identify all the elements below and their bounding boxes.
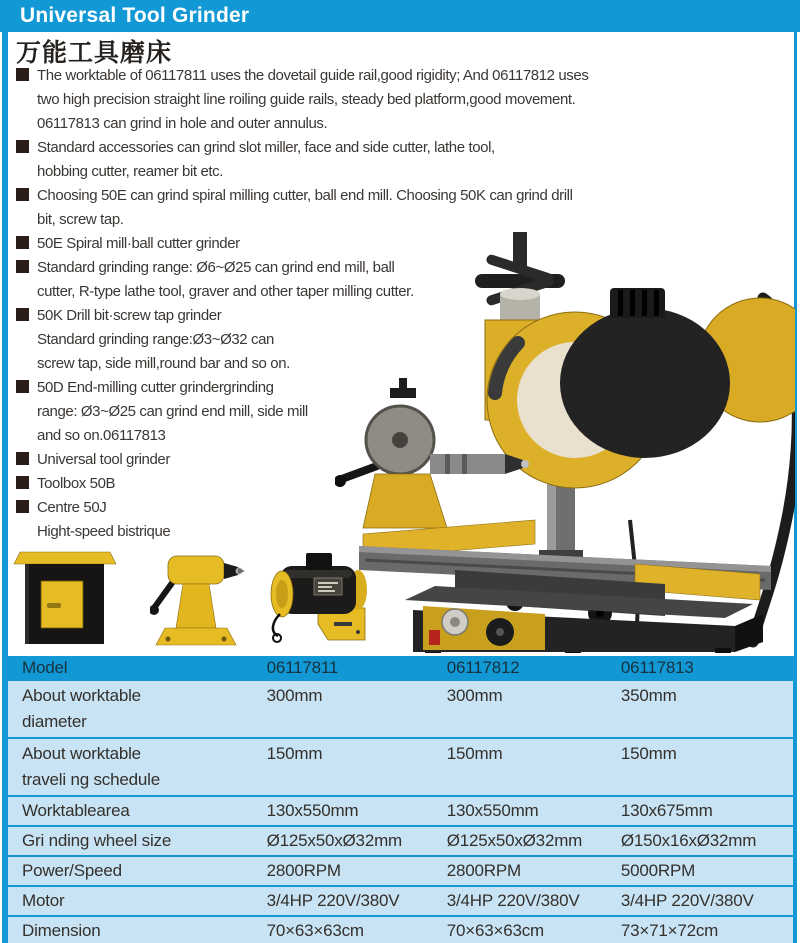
row-value: 150mm bbox=[267, 738, 447, 796]
page-title: Universal Tool Grinder bbox=[20, 4, 250, 27]
toolbox-photo bbox=[10, 548, 120, 648]
bullet-square-icon bbox=[16, 452, 29, 465]
feature-line: Choosing 50E can grind spiral milling cutter, ball end mill. Choosing 50K can grind drill bbox=[16, 185, 616, 209]
left-border-stripe bbox=[2, 32, 8, 656]
row-value: 300mm bbox=[267, 680, 447, 738]
grinding-head-illustration bbox=[268, 548, 374, 650]
table-row bbox=[5, 886, 795, 916]
col-header-model: Model bbox=[5, 656, 267, 680]
centre-illustration bbox=[150, 550, 246, 650]
feature-line: 50E Spiral mill·ball cutter grinder bbox=[16, 233, 616, 257]
feature-line: range: Ø3~Ø25 can grind end mill, side mill bbox=[37, 403, 308, 420]
bullet-square-icon bbox=[16, 68, 29, 81]
bullet-square-icon bbox=[16, 260, 29, 273]
grinding-head-photo bbox=[268, 548, 374, 650]
feature-line: screw tap, side mill,round bar and so on. bbox=[37, 355, 290, 372]
feature-line: The worktable of 06117811 uses the dovetail guide rail,good rigidity; And 06117812 uses bbox=[16, 65, 616, 89]
row-label: Dimension bbox=[5, 916, 267, 943]
bullet-square-icon bbox=[16, 380, 29, 393]
centre-photo bbox=[150, 550, 246, 650]
row-value: 130x675mm bbox=[621, 796, 795, 826]
table-row bbox=[5, 680, 795, 738]
row-value: 2800RPM bbox=[267, 856, 447, 886]
bullet-square-icon bbox=[16, 308, 29, 321]
bullet-square-icon bbox=[16, 140, 29, 153]
row-value: 150mm bbox=[447, 738, 621, 796]
tool-grinder-machine-illustration bbox=[335, 228, 795, 653]
row-value: 5000RPM bbox=[621, 856, 795, 886]
feature-line: Standard grinding range:Ø3~Ø32 can bbox=[37, 331, 274, 348]
feature-line: Centre 50J bbox=[16, 497, 616, 521]
feature-line: Standard grinding range: Ø6~Ø25 can grind end mill, ball bbox=[16, 257, 616, 281]
feature-line: Standard accessories can grind slot miller, face and side cutter, lathe tool, bbox=[16, 137, 616, 161]
row-value: Ø125x50xØ32mm bbox=[267, 826, 447, 856]
col-header-model-3: 06117813 bbox=[621, 656, 795, 680]
row-value: 73×71×72cm bbox=[621, 916, 795, 943]
row-value: 130x550mm bbox=[447, 796, 621, 826]
row-value: 150mm bbox=[621, 738, 795, 796]
col-header-model-2: 06117812 bbox=[447, 656, 621, 680]
feature-line: 50D End-milling cutter grindergrinding bbox=[16, 377, 616, 401]
row-value: 3/4HP 220V/380V bbox=[447, 886, 621, 916]
row-label: About worktable traveli ng schedule bbox=[5, 738, 267, 796]
feature-line: 06117813 can grind in hole and outer annulus. bbox=[37, 115, 328, 132]
row-label: Power/Speed bbox=[5, 856, 267, 886]
bullet-square-icon bbox=[16, 476, 29, 489]
row-label: About worktable diameter bbox=[5, 680, 267, 738]
table-row bbox=[5, 916, 795, 943]
row-label: Motor bbox=[5, 886, 267, 916]
bullet-square-icon bbox=[16, 188, 29, 201]
row-value: 300mm bbox=[447, 680, 621, 738]
spec-table-header-row bbox=[5, 656, 795, 680]
toolbox-illustration bbox=[10, 548, 120, 648]
table-row bbox=[5, 738, 795, 796]
bullet-square-icon bbox=[16, 500, 29, 513]
row-value: 130x550mm bbox=[267, 796, 447, 826]
table-row bbox=[5, 856, 795, 886]
row-value: 3/4HP 220V/380V bbox=[267, 886, 447, 916]
feature-line: Universal tool grinder bbox=[16, 449, 616, 473]
table-row bbox=[5, 796, 795, 826]
row-value: Ø150x16xØ32mm bbox=[621, 826, 795, 856]
row-label: Gri nding wheel size bbox=[5, 826, 267, 856]
row-value: 2800RPM bbox=[447, 856, 621, 886]
col-header-model-1: 06117811 bbox=[267, 656, 447, 680]
feature-line: hobbing cutter, reamer bit etc. bbox=[37, 163, 224, 180]
feature-line: two high precision straight line roiling guide rails, steady bed platform,good movement. bbox=[37, 91, 576, 108]
page-header-bar bbox=[0, 0, 800, 32]
row-value: Ø125x50xØ32mm bbox=[447, 826, 621, 856]
feature-line: Toolbox 50B bbox=[16, 473, 616, 497]
feature-line: 50K Drill bit·screw tap grinder bbox=[16, 305, 616, 329]
tool-grinder-machine-photo bbox=[335, 228, 795, 653]
spec-table bbox=[2, 656, 797, 943]
row-label: Worktablearea bbox=[5, 796, 267, 826]
chinese-subtitle: 万能工具磨床 bbox=[16, 39, 173, 67]
table-row bbox=[5, 826, 795, 856]
feature-line: bit, screw tap. bbox=[37, 211, 124, 228]
feature-line: cutter, R-type lathe tool, graver and other taper milling cutter. bbox=[37, 283, 414, 300]
feature-line: Hight-speed bistrique bbox=[37, 523, 171, 540]
row-value: 3/4HP 220V/380V bbox=[621, 886, 795, 916]
row-value: 70×63×63cm bbox=[267, 916, 447, 943]
feature-line: and so on.06117813 bbox=[37, 427, 166, 444]
bullet-square-icon bbox=[16, 236, 29, 249]
row-value: 350mm bbox=[621, 680, 795, 738]
row-value: 70×63×63cm bbox=[447, 916, 621, 943]
